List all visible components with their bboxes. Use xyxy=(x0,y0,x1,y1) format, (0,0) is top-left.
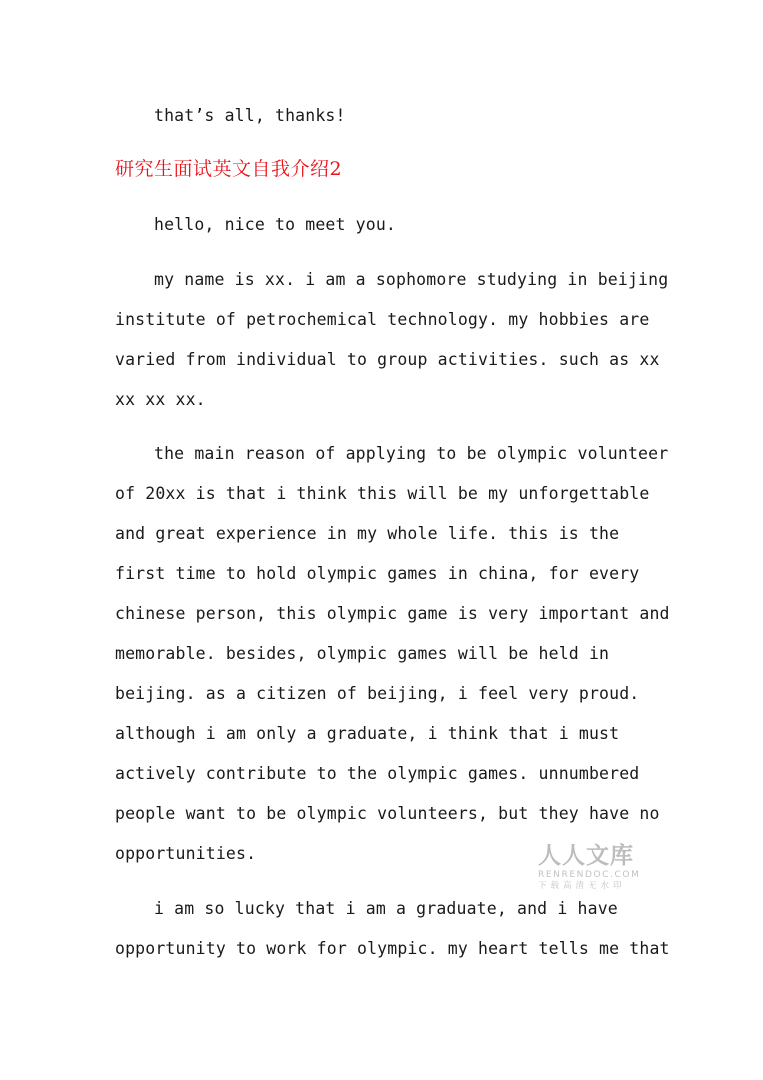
section-heading: 研究生面试英文自我介绍2 xyxy=(115,158,343,180)
watermark-tagline: 下载高清无水印 xyxy=(538,881,626,891)
paragraph-line: varied from individual to group activities. such as xx xyxy=(115,350,660,369)
paragraph-line: i am so lucky that i am a graduate, and i have xyxy=(154,899,618,918)
paragraph-line: although i am only a graduate, i think that i must xyxy=(115,724,620,743)
watermark-url: RENRENDOC.COM xyxy=(538,870,641,880)
paragraph-line: of 20xx is that i think this will be my unforgettable xyxy=(115,484,650,503)
paragraph-line: my name is xx. i am a sophomore studying in beijing xyxy=(154,270,669,289)
paragraph-line: the main reason of applying to be olympic volunteer xyxy=(154,444,669,463)
paragraph-line: first time to hold olympic games in china, for every xyxy=(115,564,640,583)
paragraph-line: and great experience in my whole life. this is the xyxy=(115,524,620,543)
greeting-line: hello, nice to meet you. xyxy=(154,215,397,234)
paragraph-line: opportunities. xyxy=(115,844,257,863)
paragraph-line: opportunity to work for olympic. my heart tells me that xyxy=(115,939,670,958)
watermark-logo: 人人文库 xyxy=(538,843,634,869)
closing-line: that’s all, thanks! xyxy=(154,106,346,125)
paragraph-line: actively contribute to the olympic games. unnumbered xyxy=(115,764,640,783)
renrendoc-watermark xyxy=(538,842,641,892)
paragraph-line: chinese person, this olympic game is very important and xyxy=(115,604,670,623)
paragraph-line: institute of petrochemical technology. my hobbies are xyxy=(115,310,650,329)
paragraph-line: beijing. as a citizen of beijing, i feel very proud. xyxy=(115,684,640,703)
paragraph-line: xx xx xx. xyxy=(115,390,206,409)
paragraph-line: memorable. besides, olympic games will be held in xyxy=(115,644,610,663)
paragraph-line: people want to be olympic volunteers, but they have no xyxy=(115,804,660,823)
